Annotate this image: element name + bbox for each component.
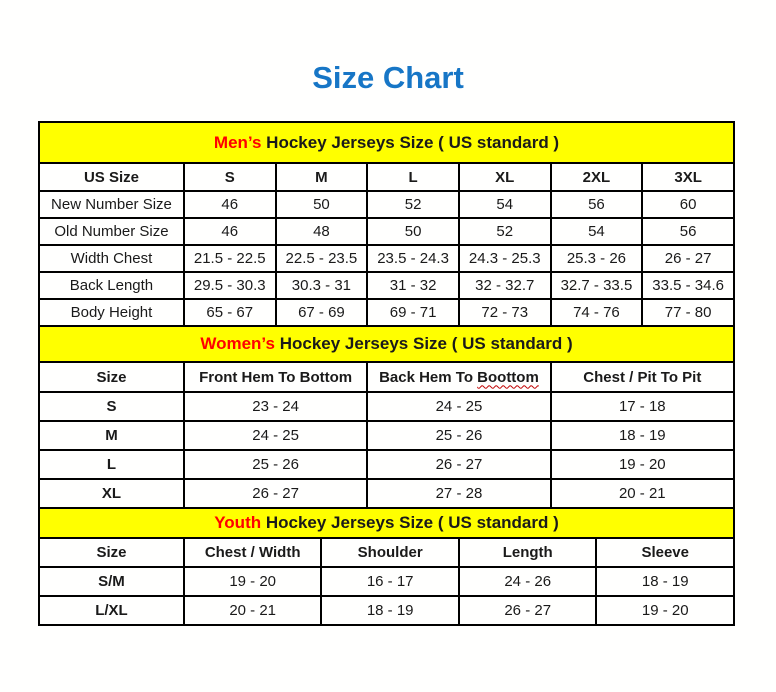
youth-band-highlight: Youth (214, 513, 262, 532)
mens-row-label: Old Number Size (39, 218, 184, 245)
womens-header-row (39, 362, 734, 392)
youth-header-row (39, 538, 734, 567)
womens-row-label: XL (39, 479, 184, 508)
mens-cell: 25.3 - 26 (551, 245, 643, 272)
youth-band-title (39, 508, 734, 538)
mens-column-header: 3XL (642, 163, 734, 191)
mens-cell: 48 (276, 218, 368, 245)
youth-row (39, 596, 734, 625)
mens-cell: 31 - 32 (367, 272, 459, 299)
womens-cell: 25 - 26 (184, 450, 367, 479)
mens-band-highlight: Men’s (213, 132, 262, 152)
womens-row (39, 450, 734, 479)
womens-cell: 18 - 19 (551, 421, 734, 450)
mens-cell: 69 - 71 (367, 299, 459, 326)
mens-band-row (39, 122, 734, 163)
mens-cell: 50 (367, 218, 459, 245)
mens-cell: 46 (184, 191, 276, 218)
youth-cell: 19 - 20 (184, 567, 322, 596)
mens-cell: 72 - 73 (459, 299, 551, 326)
youth-cell: 18 - 19 (596, 567, 734, 596)
womens-column-header: Size (39, 362, 184, 392)
womens-row-label: M (39, 421, 184, 450)
mens-cell: 50 (276, 191, 368, 218)
mens-cell: 52 (459, 218, 551, 245)
womens-row (39, 392, 734, 421)
womens-column-header: Front Hem To Bottom (184, 362, 367, 392)
mens-row-label: Back Length (39, 272, 184, 299)
youth-band-row (39, 508, 734, 538)
womens-cell: 27 - 28 (367, 479, 550, 508)
youth-column-header: Chest / Width (184, 538, 322, 567)
mens-cell: 46 (184, 218, 276, 245)
womens-row (39, 421, 734, 450)
mens-cell: 56 (642, 218, 734, 245)
womens-band-highlight: Women’s (200, 334, 275, 353)
mens-cell: 21.5 - 22.5 (184, 245, 276, 272)
youth-cell: 24 - 26 (459, 567, 597, 596)
mens-column-header: XL (459, 163, 551, 191)
womens-row-label: L (39, 450, 184, 479)
mens-cell: 56 (551, 191, 643, 218)
mens-column-header: M (276, 163, 368, 191)
youth-column-header: Size (39, 538, 184, 567)
mens-row-label: New Number Size (39, 191, 184, 218)
page-title: Size Chart (312, 60, 464, 95)
mens-row (39, 218, 734, 245)
mens-size-table (38, 121, 735, 327)
youth-cell: 20 - 21 (184, 596, 322, 625)
mens-cell: 33.5 - 34.6 (642, 272, 734, 299)
womens-cell: 20 - 21 (551, 479, 734, 508)
mens-cell: 65 - 67 (184, 299, 276, 326)
womens-cell: 24 - 25 (184, 421, 367, 450)
womens-band-title (39, 326, 734, 362)
mens-band-title (39, 122, 734, 163)
womens-cell: 26 - 27 (184, 479, 367, 508)
mens-row-label: Width Chest (39, 245, 184, 272)
mens-cell: 54 (551, 218, 643, 245)
womens-cell: 19 - 20 (551, 450, 734, 479)
size-chart-tables (38, 121, 735, 626)
womens-cell: 17 - 18 (551, 392, 734, 421)
mens-cell: 67 - 69 (276, 299, 368, 326)
youth-column-header: Length (459, 538, 597, 567)
mens-column-header: S (184, 163, 276, 191)
mens-row (39, 191, 734, 218)
mens-cell: 74 - 76 (551, 299, 643, 326)
womens-column-header (367, 362, 550, 392)
mens-cell: 32 - 32.7 (459, 272, 551, 299)
youth-band-rest: Hockey Jerseys Size ( US standard ) (261, 513, 559, 532)
womens-cell: 25 - 26 (367, 421, 550, 450)
womens-band-row (39, 326, 734, 362)
mens-column-header: L (367, 163, 459, 191)
mens-row (39, 272, 734, 299)
youth-row-label: L/XL (39, 596, 184, 625)
youth-cell: 26 - 27 (459, 596, 597, 625)
mens-cell: 24.3 - 25.3 (459, 245, 551, 272)
youth-column-header: Sleeve (596, 538, 734, 567)
youth-cell: 19 - 20 (596, 596, 734, 625)
mens-cell: 52 (367, 191, 459, 218)
mens-cell: 23.5 - 24.3 (367, 245, 459, 272)
mens-column-header: US Size (39, 163, 184, 191)
mens-cell: 26 - 27 (642, 245, 734, 272)
mens-row (39, 299, 734, 326)
youth-row-label: S/M (39, 567, 184, 596)
mens-cell: 54 (459, 191, 551, 218)
misspelled-word: Boottom (477, 368, 539, 386)
mens-cell: 29.5 - 30.3 (184, 272, 276, 299)
womens-band-rest: Hockey Jerseys Size ( US standard ) (274, 334, 573, 353)
mens-band-rest: Hockey Jerseys Size ( US standard ) (261, 132, 560, 152)
mens-row-label: Body Height (39, 299, 184, 326)
mens-cell: 32.7 - 33.5 (551, 272, 643, 299)
youth-column-header: Shoulder (321, 538, 459, 567)
womens-size-table (38, 325, 735, 509)
youth-row (39, 567, 734, 596)
mens-cell: 60 (642, 191, 734, 218)
womens-cell: 26 - 27 (367, 450, 550, 479)
mens-row (39, 245, 734, 272)
womens-row (39, 479, 734, 508)
womens-column-header: Chest / Pit To Pit (551, 362, 734, 392)
mens-cell: 77 - 80 (642, 299, 734, 326)
womens-cell: 24 - 25 (367, 392, 550, 421)
mens-cell: 22.5 - 23.5 (276, 245, 368, 272)
mens-column-header: 2XL (551, 163, 643, 191)
column-header-text: Back Hem To (379, 368, 478, 386)
womens-cell: 23 - 24 (184, 392, 367, 421)
youth-cell: 18 - 19 (321, 596, 459, 625)
mens-cell: 30.3 - 31 (276, 272, 368, 299)
mens-header-row (39, 163, 734, 191)
womens-row-label: S (39, 392, 184, 421)
youth-cell: 16 - 17 (321, 567, 459, 596)
youth-size-table (38, 507, 735, 626)
